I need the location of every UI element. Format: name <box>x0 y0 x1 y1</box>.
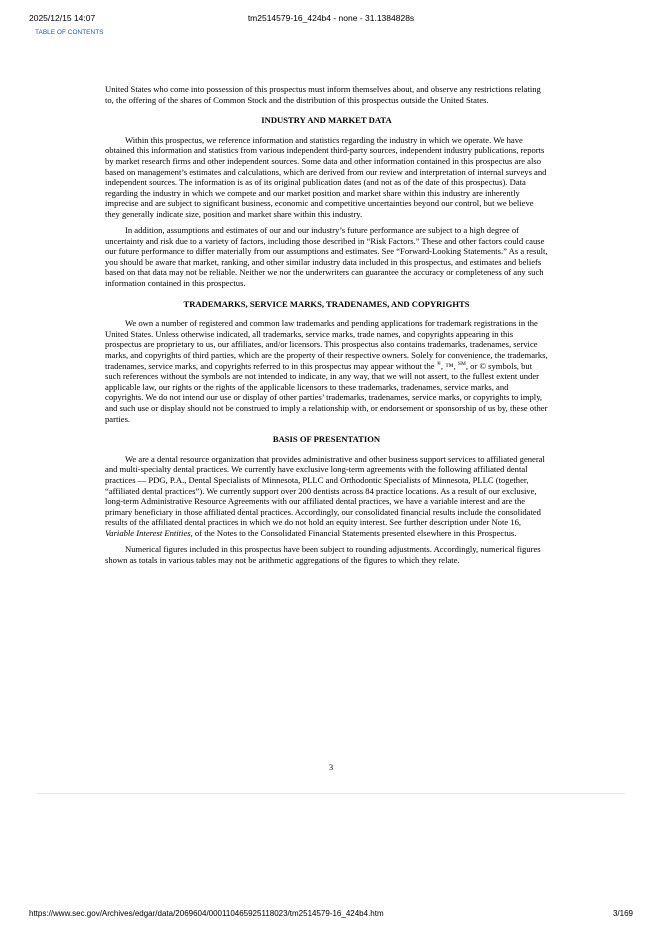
table-of-contents-link[interactable]: TABLE OF CONTENTS <box>35 29 104 36</box>
document-body <box>105 84 548 571</box>
basis-text-end: of the Notes to the Consolidated Financial Statements presented elsewhere in this Prospectus. <box>192 527 517 538</box>
industry-heading: INDUSTRY AND MARKET DATA <box>261 115 392 126</box>
trademark-symbol: ™ <box>445 360 454 371</box>
basis-paragraph-2: Numerical figures included in this prospectus have been subject to rounding adjustments. Accordingly, numerical figures shown as totals in various tables may not be arithmetic aggregations of the figures to which they relate. <box>105 543 541 565</box>
footer-url: https://www.sec.gov/Archives/edgar/data/2069604/000110465925118023/tm2514579-16_424b4.htm <box>29 909 384 918</box>
footer-page-count: 3/169 <box>612 909 633 918</box>
symbol-separator-1: , <box>440 360 446 371</box>
basis-heading: BASIS OF PRESENTATION <box>272 434 381 445</box>
trademarks-paragraph <box>105 318 548 424</box>
trademarks-text-start: We own a number of registered and common law trademarks and pending applications for trademark registrations in the United States. Unless otherwise indicated, all trademarks, service marks, trade names, and copyrights appearing in this prospectus are proprietary to us, our affiliates, and/or licensors. This prospectus also contains trademarks, tradenames, service marks, and copyrights of third parties, which are the property of their respective owners. Solely for convenience, the trademarks, tradenames, service marks, and copyrights referred to in this prospectus may appear without the <box>105 318 548 371</box>
trademarks-heading: TRADEMARKS, SERVICE MARKS, TRADENAMES, AND COPYRIGHTS <box>183 298 470 309</box>
intro-paragraph: United States who come into possession of this prospectus must inform themselves about, and observe any restrictions relating to, the offering of the shares of Common Stock and the distribution of this prospectus outside the United States. <box>105 84 541 105</box>
industry-paragraph-1: Within this prospectus, we reference information and statistics regarding the industry in which we operate. We have obtained this information and statistics from various independent third-party sources, independent industry publications, reports by market research firms and other independent sources. Some data and other information contained in this prospectus are also based on management’s estimates and calculations, which are derived from our review and interpretation of internal surveys and independent sources. The information is as of its original publication dates (and not as of the date of this prospectus). Data regarding the industry in which we compete and our market position and market share within this industry are inherently imprecise and are subject to significant business, economic and competitive uncertainties beyond our control, but we believe they generally indicate size, position and market share within this industry. <box>105 134 547 219</box>
page-number: 3 <box>328 762 334 772</box>
basis-paragraph-1 <box>105 454 548 539</box>
industry-paragraph-2: In addition, assumptions and estimates of our and our industry’s future performance are subject to a high degree of uncertainty and risk due to a variety of factors, including those described in “Risk Factors.” These and other factors could cause our future performance to differ materially from our assumptions and estimates. See “Forward-Looking Statements.” As a result, you should be aware that market, ranking, and other similar industry data included in this prospectus, and estimates and beliefs based on that data may not be reliable. Neither we nor the underwriters can guarantee the accuracy or completeness of any such information contained in this prospectus. <box>105 225 548 288</box>
registered-symbol: ® <box>436 360 441 367</box>
page-divider <box>37 793 625 794</box>
trademarks-text-end: , or © symbols, but such references without the symbols are not intended to indicate, in any way, that we will not assert, to the fullest extent under applicable law, our rights or the rights of the applicable licensors to these trademarks, tradenames, service marks, and copyrights. We do not intend our use or display of other parties’ trademarks, tradenames, service marks, or copyrights to imply, and such use or display should not be construed to imply a relationship with, or endorsement or sponsorship of us by, these other parties. <box>105 360 548 424</box>
service-mark-symbol: SM <box>457 360 466 367</box>
print-datetime: 2025/12/15 14:07 <box>29 13 96 23</box>
basis-text-start: We are a dental resource organization that provides administrative and other business support services to affiliated general and multi-specialty dental practices. We currently have exclusive long-term agreements with the following affiliated dental practices — PDG, P.A., Dental Specialists of Minnesota, PLLC and Orthodontic Specialists of Minnesota, PLLC (together, “affiliated dental practices”). We currently support over 200 dentists across 84 practice locations. As a result of our exclusive, long-term Administrative Resource Agreements with our affiliated dental practices, we have a variable interest and are the primary beneficiary in those affiliated dental practices. Accordingly, our consolidated financial results include the consolidated results of the affiliated dental practices in which we do not hold an equity interest. See further description under Note 16, <box>105 453 545 528</box>
symbol-separator-2: , <box>453 360 458 371</box>
variable-interest-entities-reference: Variable Interest Entities, <box>105 527 193 538</box>
print-document-title: tm2514579-16_424b4 - none - 31.1384828s <box>247 13 415 23</box>
